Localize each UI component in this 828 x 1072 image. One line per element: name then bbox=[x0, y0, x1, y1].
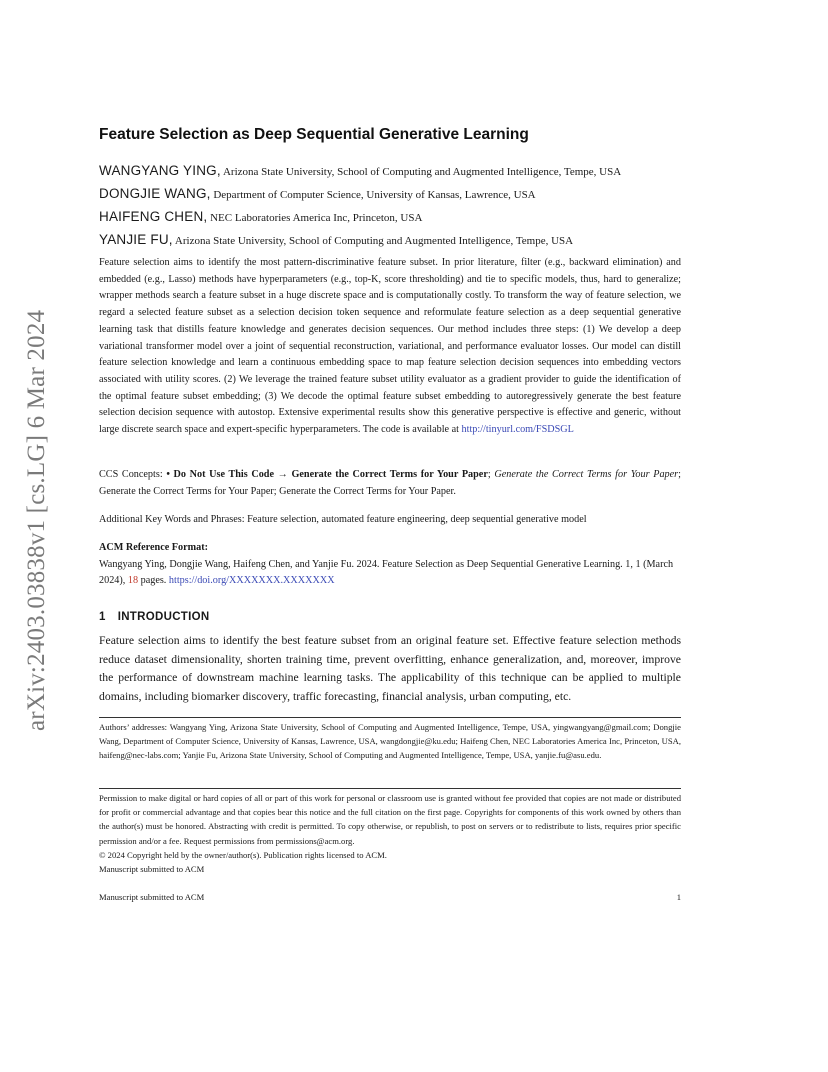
abstract-text: Feature selection aims to identify the most pattern-discriminative feature subset. In prior literature, filter (e.g., backward elimination) and embedded (e.g., Lasso) methods have hyperparameters (e.g., top-K, score thresholding) and tie to specific models, thus, hard to generalize; wrapper methods search a feature subset in a huge discrete space and is computationally costly. To transform the way of feature selection, we regard a selected feature subset as a selection decision token sequence and reformulate feature selection as a deep sequential generative learning task that distills feature knowledge and generates decision sequences. Our method includes three steps: (1) We develop a deep variational transformer model over a joint of sequential reconstruction, variational, and performance evaluator losses. Our model can distill feature selection knowledge and learn a continuous embedding space to map feature selection decision sequences into embedding vectors associated with utility scores. (2) We leverage the trained feature subset utility evaluator as a gradient provider to guide the identification of the optimal feature subset embedding; (3) We decode the optimal feature subset embedding to autoregressively generate the best feature selection decision sequence with autostop. Extensive experimental results show this generative perspective is effective and generic, without large discrete search space and expert-specific hyperparameters. The code is available at bbox=[99, 257, 681, 436]
footnote-divider bbox=[99, 717, 681, 718]
author-name: WANGYANG YING, bbox=[99, 163, 221, 178]
permission-footnote: Permission to make digital or hard copies of all or part of this work for personal or classroom use is granted without fee provided that copies are not made or distributed for profit or commercial advantage and that copies bear this notice and the full citation on the first page. Copyrights for components of this work owned by others than the author(s) must be honored. Abstracting with credit is permitted. To copy otherwise, or republish, to post on servers or to redistribute to lists, requires prior specific permission and/or a fee. Request permissions from permissions@acm.org. © 2024 Copyright held by the owner/author(s). Publication rights licensed to ACM. Manuscript submitted to ACM bbox=[99, 791, 681, 876]
page-number: 1 bbox=[676, 892, 681, 902]
ccs-italic: Generate the Correct Terms for Your Paper bbox=[494, 469, 679, 480]
author-affiliation: Arizona State University, School of Computing and Augmented Intelligence, Tempe, USA bbox=[220, 166, 622, 178]
author-affiliation: NEC Laboratories America Inc, Princeton, USA bbox=[207, 212, 423, 224]
doi-link[interactable]: https://doi.org/XXXXXXX.XXXXXXX bbox=[168, 575, 335, 586]
section-heading bbox=[99, 611, 681, 623]
pages-link[interactable]: 18 bbox=[127, 575, 139, 586]
acm-reference-body: Wangyang Ying, Dongjie Wang, Haifeng Chen, and Yanjie Fu. 2024. Feature Selection as Deep Sequential Generative Learning. 1, 1 (March 2024), 18 pages. https://doi.org/XXXXXXX.XXXXXXX bbox=[99, 558, 674, 586]
permission-divider bbox=[99, 788, 681, 789]
ccs-bullet: • Do Not Use This Code → Generate the Correct Terms for Your Paper bbox=[166, 469, 488, 480]
author-name: HAIFENG CHEN, bbox=[99, 209, 208, 224]
section-number: 1 bbox=[99, 611, 106, 623]
acm-reference bbox=[99, 540, 681, 590]
page-footer-left: Manuscript submitted to ACM bbox=[99, 892, 205, 902]
keywords: Additional Key Words and Phrases: Feature selection, automated feature engineering, deep sequential generative model bbox=[99, 514, 587, 525]
intro-paragraph: Feature selection aims to identify the best feature subset from an original feature set. Effective feature selection methods reduce dataset dimensionality, shorten training time, prevent overfitting, enhance generalization, and, moreover, improve the performance of downstream machine learning tasks. The applicability of this technique can be applied to multiple domains, including biomarker discovery, traffic forecasting, financial analysis, urban computing, etc. bbox=[99, 634, 681, 704]
author-affiliation: Arizona State University, School of Computing and Augmented Intelligence, Tempe, USA bbox=[172, 235, 574, 247]
acm-reference-heading: ACM Reference Format: bbox=[99, 542, 208, 553]
author-entry bbox=[99, 183, 699, 206]
ccs-concepts: CCS Concepts: • Do Not Use This Code → Generate the Correct Terms for Your Paper; Generate the Correct Terms for Your Paper; Generate the Correct Terms for Your Paper; Generate the Correct Terms for Your Paper. bbox=[99, 469, 681, 497]
author-entry bbox=[99, 229, 699, 252]
ccs-label: CCS Concepts: bbox=[99, 469, 167, 480]
authors-addresses-footnote: Authors’ addresses: Wangyang Ying, Arizona State University, School of Computing and Augmented Intelligence, Tempe, USA, yingwangyang@gmail.com; Dongjie Wang, Department of Computer Science, University of Kansas, Lawrence, USA, wangdongjie@ku.edu; Haifeng Chen, NEC Laboratories America Inc, Princeton, USA, haifeng@nec-labs.com; Yanjie Fu, Arizona State University, School of Computing and Augmented Intelligence, Tempe, USA, yanjie.fu@asu.edu. bbox=[99, 722, 681, 761]
author-affiliation: Department of Computer Science, University of Kansas, Lawrence, USA bbox=[210, 189, 536, 201]
author-list bbox=[99, 160, 699, 252]
author-entry bbox=[99, 160, 699, 183]
abstract bbox=[99, 255, 681, 439]
arxiv-stamp: arXiv:2403.03838v1 [cs.LG] 6 Mar 2024 bbox=[23, 309, 50, 731]
copyright-line: © 2024 Copyright held by the owner/author(s). Publication rights licensed to ACM. bbox=[99, 849, 387, 860]
author-entry bbox=[99, 206, 699, 229]
code-link[interactable]: http://tinyurl.com/FSDSGL bbox=[461, 424, 574, 436]
author-name: DONGJIE WANG, bbox=[99, 186, 211, 201]
paper-title: Feature Selection as Deep Sequential Generative Learning bbox=[99, 126, 529, 143]
manuscript-note: Manuscript submitted to ACM bbox=[99, 864, 205, 875]
author-name: YANJIE FU, bbox=[99, 232, 173, 247]
ccs-rest: ; Generate the Correct Terms for Your Paper; Generate the Correct Terms for Your Paper. bbox=[99, 469, 681, 497]
section-title: INTRODUCTION bbox=[117, 611, 210, 623]
